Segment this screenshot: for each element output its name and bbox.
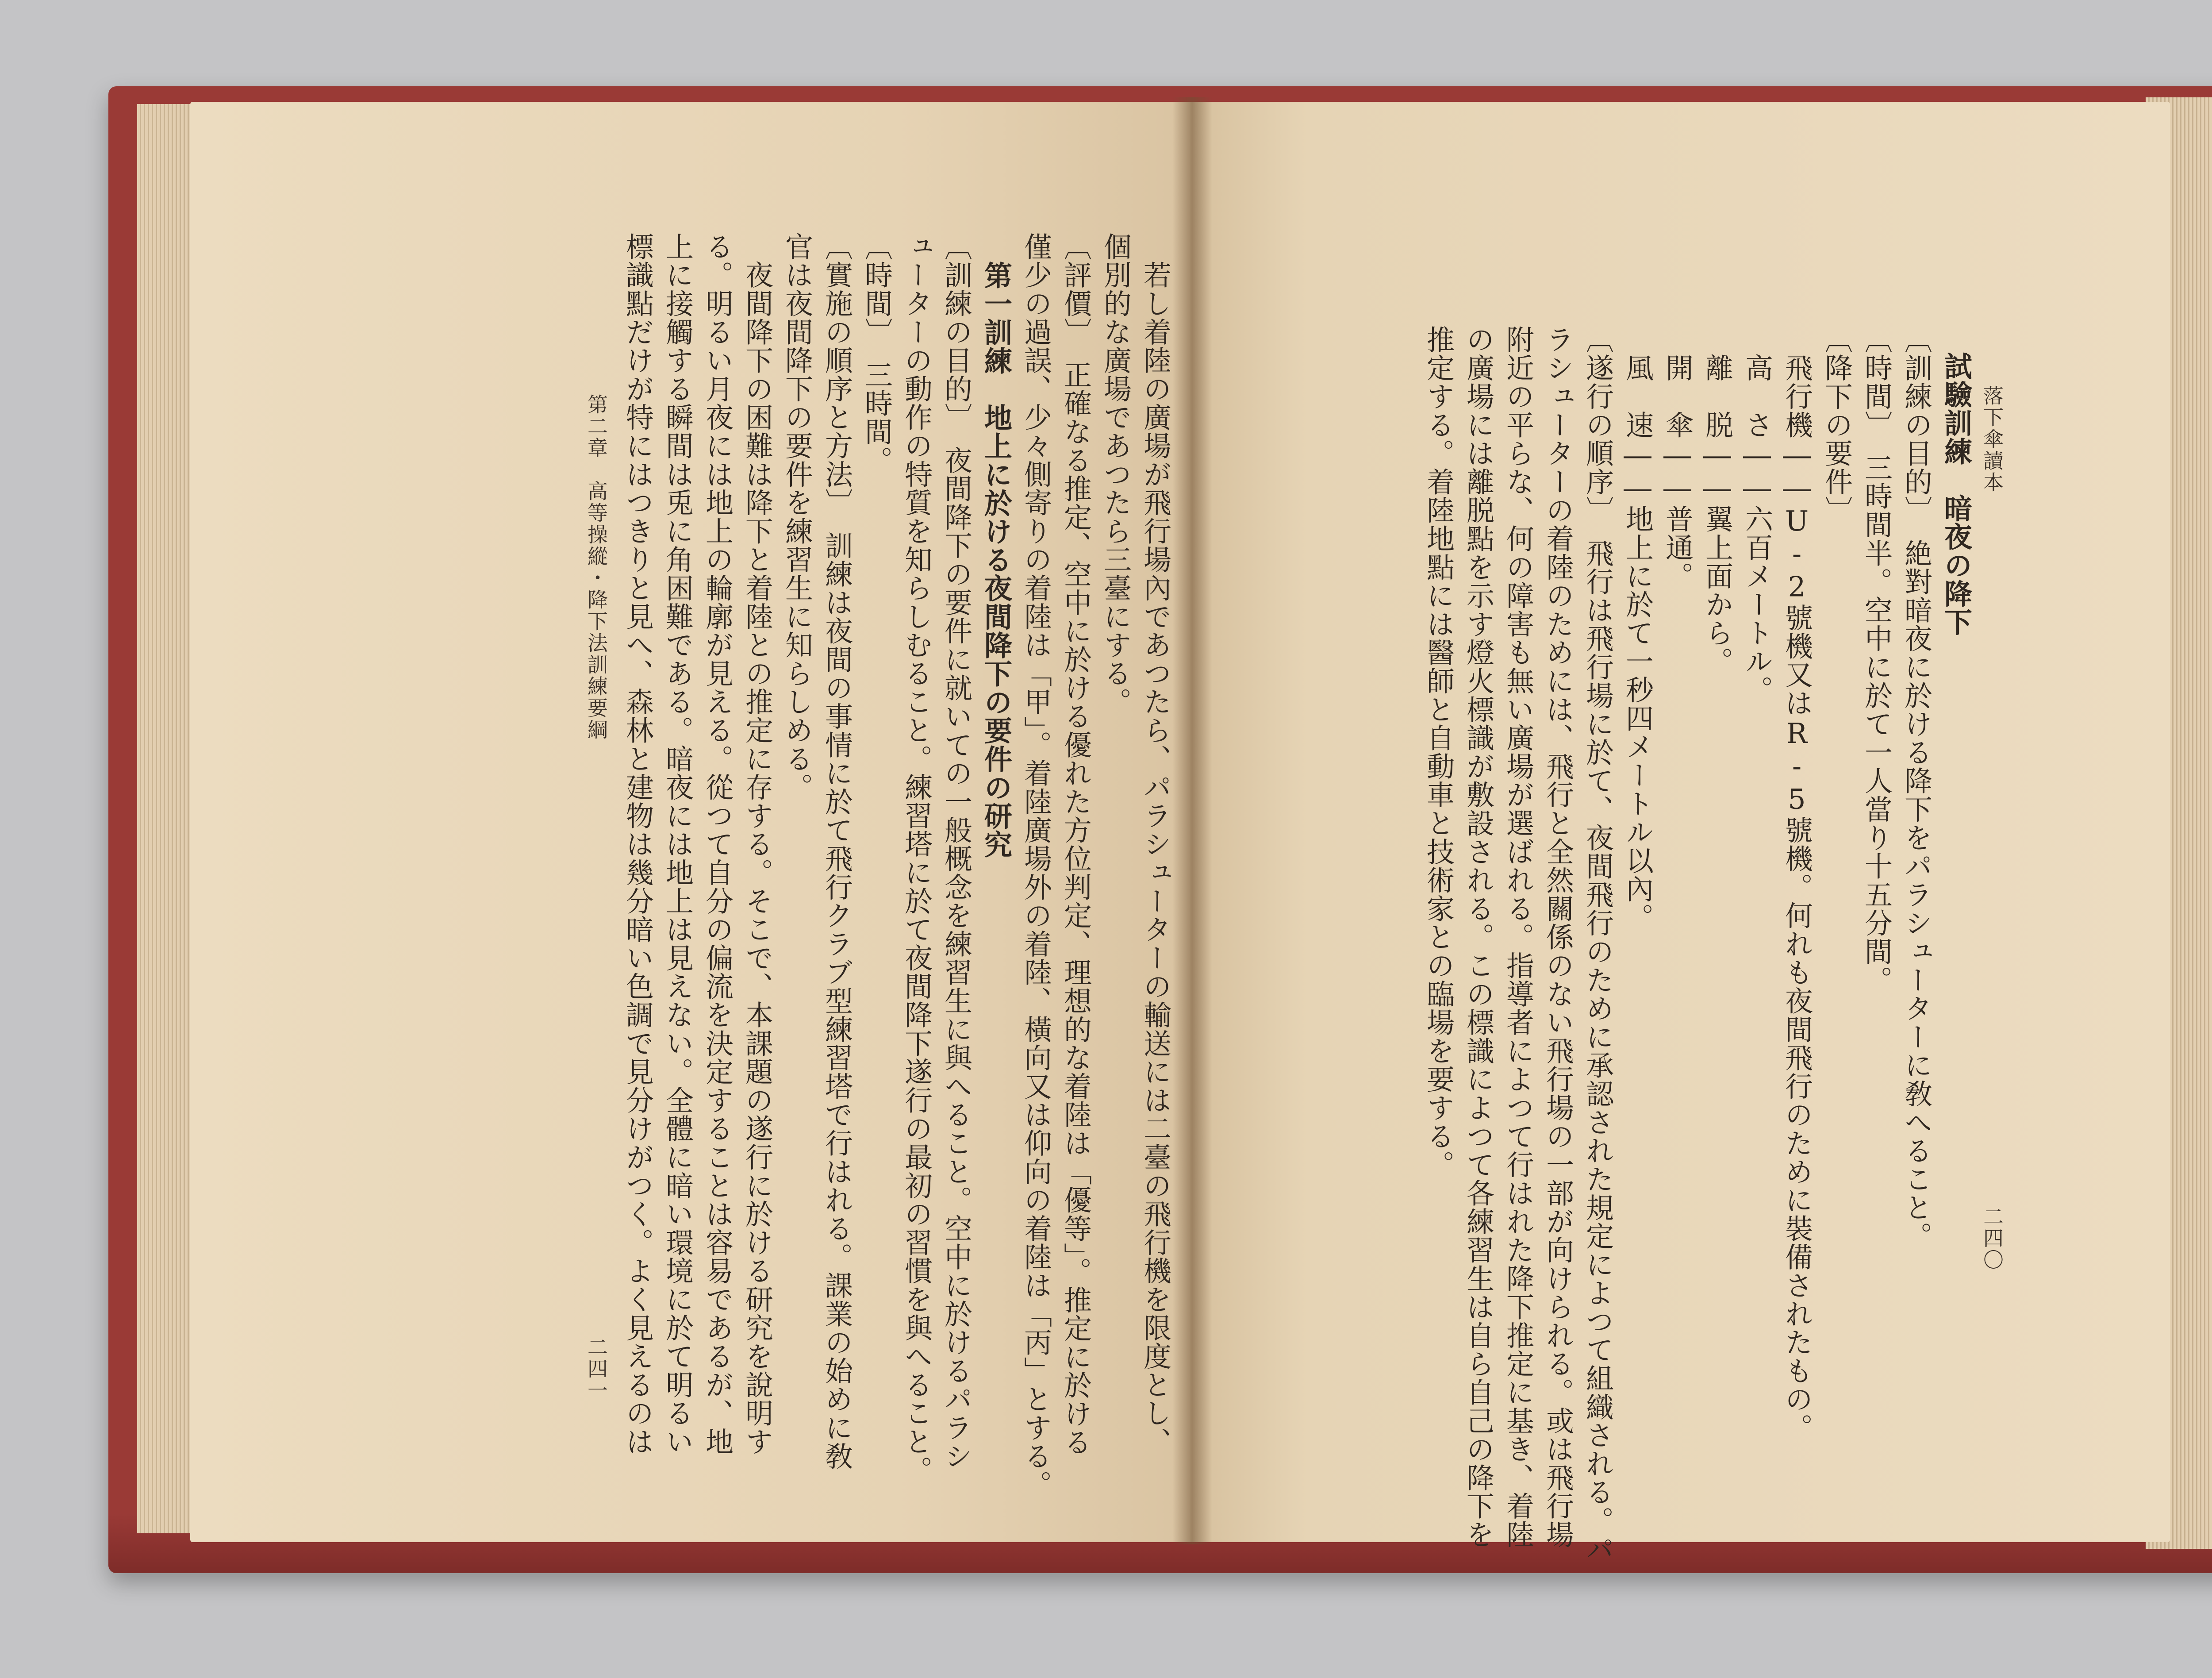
text-line: 若し着陸の廣場が飛行場內であつたら、パラシューターの輸送には二臺の飛行機を限度とし、 — [1139, 232, 1171, 1456]
text-line: 高 さ――六百メートル。 — [1741, 325, 1773, 704]
text-line: 附近の平らな、何の障害も無い廣場が選ばれる。指導者によつて行はれた降下推定に基き、着陸 — [1502, 325, 1534, 1549]
text-line: 〔實施の順序と方法〕 訓練は夜間の事情に於て飛行クラブ型練習塔で行はれる。課業の始めに敎 — [821, 232, 853, 1470]
left-page — [190, 102, 1201, 1542]
text-line: 上に接觸する瞬間は兎に角困難である。暗夜には地上は見えない。全體に暗い環境に於て明るい — [661, 232, 694, 1456]
text-line: 〔評價〕 正確なる推定、空中に於ける優れた方位判定、理想的な着陸は「優等」。推定に於ける — [1060, 232, 1092, 1457]
section-heading: 第一訓練 地上に於ける夜間降下の要件の研究 — [980, 261, 1013, 859]
right-page — [1190, 102, 2170, 1563]
text-line: 離 脱――翼上面から。 — [1701, 325, 1733, 676]
page-number: 二四一 — [584, 1336, 608, 1401]
text-line: 推定する。着陸地點には醫師と自動車と技術家との臨場を要する。 — [1422, 325, 1455, 1179]
text-line: 風 速――地上に於て一秒四メートル以內。 — [1621, 325, 1654, 932]
text-line: 夜間降下の困難は降下と着陸との推定に存する。そこで、本課題の遂行に於ける研究を說明す — [741, 232, 773, 1456]
section-heading: 試驗訓練 暗夜の降下 — [1940, 352, 1973, 636]
text-line: 個別的な廣場であつたら三臺にする。 — [1099, 232, 1132, 716]
text-line: の廣場には離脱點を示す燈火標識が敷設される。この標識によつて各練習生は自ら自己の降下を — [1462, 325, 1494, 1549]
text-line: 〔時間〕 三時間。 — [860, 232, 893, 475]
text-line: 〔遂行の順序〕 飛行は飛行場に於て、夜間飛行のために承認された規定によつて組織される。パ — [1582, 325, 1614, 1563]
text-line: 〔訓練の目的〕 夜間降下の要件に就いての一般概念を練習生に與へること。空中に於けるパラシ — [940, 232, 972, 1470]
text-line: ューターの動作の特質を知らしむること。練習塔に於て夜間降下遂行の最初の習慣を與へること。 — [900, 232, 933, 1485]
text-line: 僅少の過誤、少々側寄りの着陸は「甲」。着陸廣場外の着陸、橫向又は仰向の着陸は「丙」とする。 — [1020, 232, 1052, 1499]
running-footer: 第二章 高等操縱・降下法訓練要綱 — [584, 394, 608, 741]
text-line: 飛行機――U-2號機又はR-5號機。何れも夜間飛行のために裝備されたもの。 — [1781, 325, 1813, 1442]
text-line: ラシューターの着陸のためには、飛行と全然關係のない飛行場の一部が向けられる。或は飛行場 — [1542, 325, 1574, 1549]
book-gutter — [1172, 97, 1212, 1544]
page-number: 二四〇 — [1980, 1206, 2004, 1271]
text-line: 官は夜間降下の要件を練習生に知らしめる。 — [781, 232, 813, 801]
text-line: 〔訓練の目的〕 絶對暗夜に於ける降下をパラシューターに敎へること。 — [1900, 325, 1932, 1251]
text-line: 〔時間〕 三時間半。空中に於て一人當り十五分間。 — [1860, 325, 1893, 994]
text-line: 標識點だけが特にはつきりと見へ、森林と建物は幾分暗い色調で見分けがつく。よく見えるのは — [622, 232, 654, 1456]
text-line: 〔降下の要件〕 — [1820, 325, 1853, 525]
text-line: る。明るい月夜には地上の輪廓が見える。從つて自分の偏流を決定することは容易であるが、地 — [701, 232, 733, 1456]
running-header: 落下傘讀本 — [1980, 385, 2004, 493]
text-line: 開 傘――普通。 — [1661, 325, 1694, 590]
